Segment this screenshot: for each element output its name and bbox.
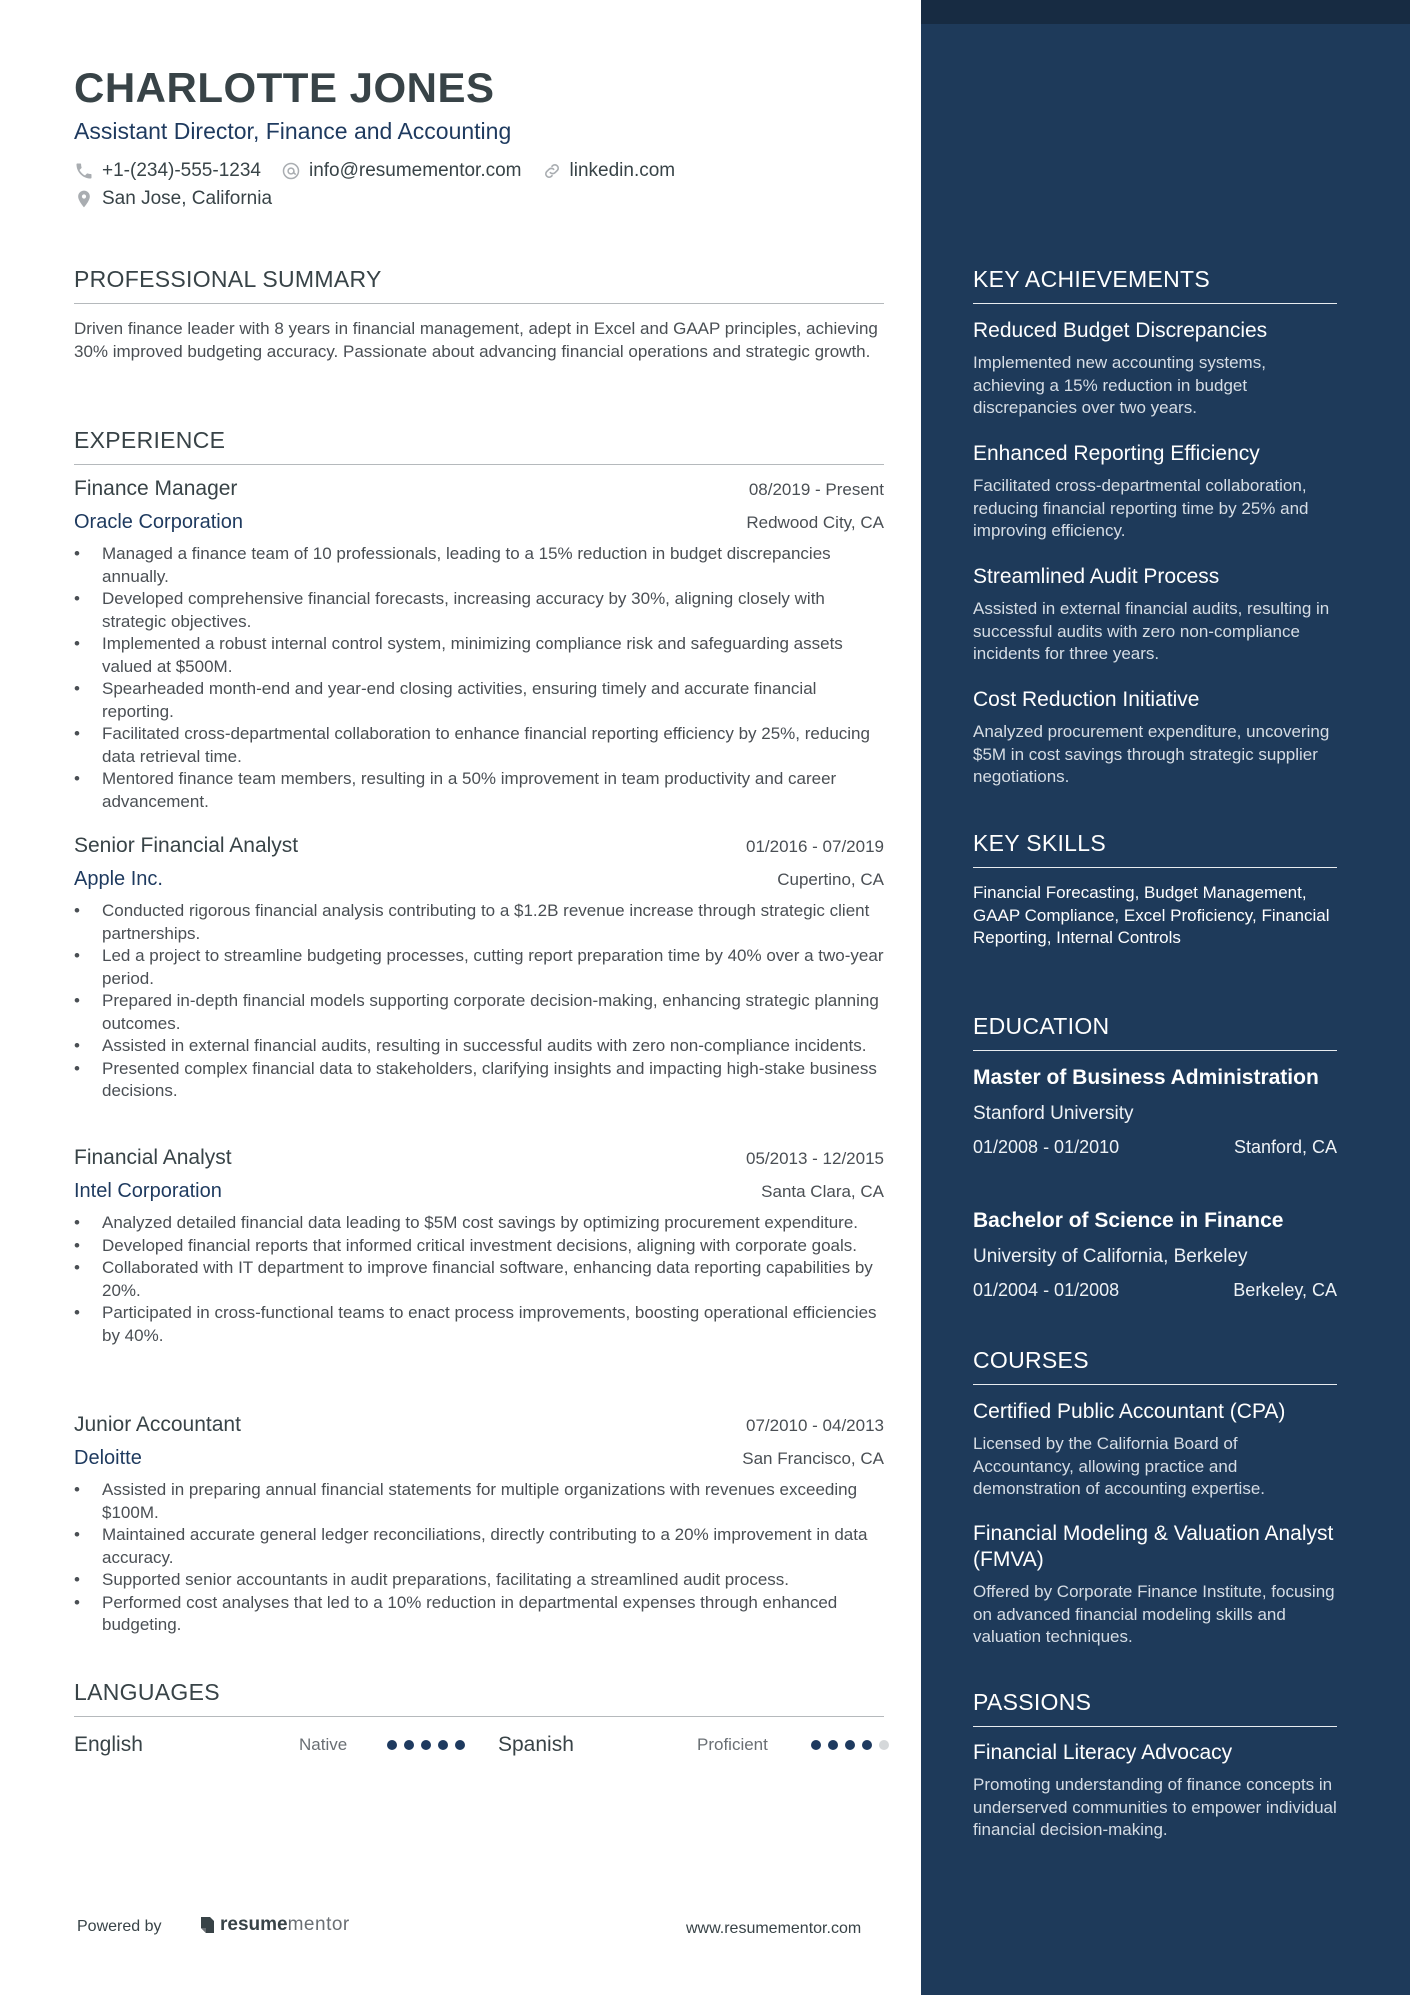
bullet: • Prepared in-depth financial models supporting corporate decision-making, enhancing strategic planning outcomes. [74,990,884,1035]
bullet: • Supported senior accountants in audit preparations, facilitating a streamlined audit process. [74,1569,884,1592]
achievement-item [973,564,1337,666]
bullet: • Analyzed detailed financial data leading to $5M cost savings by optimizing procurement expenditure. [74,1212,884,1235]
rating-dot-empty [879,1740,889,1750]
bullet: • Developed financial reports that informed critical investment decisions, aligning with corporate goals. [74,1235,884,1258]
course-desc: Licensed by the California Board of Accountancy, allowing practice and demonstration of accounting expertise. [973,1434,1266,1498]
rating-dot-filled [811,1740,821,1750]
job-entry [74,477,884,813]
job-bullets [74,1212,884,1347]
bullet: • Maintained accurate general ledger reconciliations, directly contributing to a 20% improvement in data accuracy. [74,1524,884,1569]
course-desc: Offered by Corporate Finance Institute, focusing on advanced financial modeling skills and valuation techniques. [973,1582,1335,1646]
education-meta-row [973,1280,1337,1301]
summary-title: PROFESSIONAL SUMMARY [74,266,884,304]
education-dates: 01/2008 - 01/2010 [973,1137,1120,1157]
course-item [973,1399,1337,1501]
bullet: • Led a project to streamline budgeting processes, cutting report preparation time by 40% over a two-year period. [74,945,884,990]
bullet: • Mentored finance team members, resulting in a 50% improvement in team productivity and career advancement. [74,768,884,813]
contact-row [74,160,695,182]
achievement-title: Cost Reduction Initiative [973,688,1200,711]
skills-title: KEY SKILLS [973,830,1337,868]
brand-light: mentor [287,1914,350,1935]
rating-dot-filled [862,1740,872,1750]
job-bullets [74,1479,884,1637]
achievement-title: Streamlined Audit Process [973,565,1220,588]
bullet: • Managed a finance team of 10 professionals, leading to a 15% reduction in budget discrepancies annually. [74,543,884,588]
summary-text: Driven finance leader with 8 years in financial management, adept in Excel and GAAP principles, achieving 30% improved budgeting accuracy. Passionate about advancing financial operations and strategic growth. [74,319,878,361]
job-title: Senior Financial Analyst [74,834,299,857]
location-contact [74,188,272,210]
job-company: Apple Inc. [74,868,163,890]
rating-dot-filled [421,1740,431,1750]
job-dates: 05/2013 - 12/2015 [745,1149,884,1168]
job-title: Finance Manager [74,477,238,500]
job-entry [74,834,884,1103]
rating-dot-filled [828,1740,838,1750]
bullet: • Assisted in preparing annual financial statements for multiple organizations with revenues exceeding $100M. [74,1479,884,1524]
achievement-item [973,318,1337,420]
location-pin-icon [74,189,94,209]
achievement-desc: Assisted in external financial audits, resulting in successful audits with zero non-compliance incidents for three years. [973,599,1330,663]
bullet: • Implemented a robust internal control system, minimizing compliance risk and safeguarding assets valued at $500M. [74,633,884,678]
footer-url[interactable]: www.resumementor.com [686,1920,862,1937]
bullet: • Presented complex financial data to stakeholders, clarifying insights and impacting high-stake business decisions. [74,1058,884,1103]
rating-dot-filled [404,1740,414,1750]
email-text[interactable]: info@resumementor.com [308,160,522,181]
education-degree: Master of Business Administration [973,1066,1319,1089]
job-entry [74,1413,884,1637]
education-location: Stanford, CA [1233,1137,1337,1157]
job-location: San Francisco, CA [742,1449,884,1468]
job-dates: 07/2010 - 04/2013 [745,1416,884,1435]
education-school: University of California, Berkeley [973,1246,1248,1267]
at-icon [281,161,301,181]
course-item [973,1521,1337,1649]
passion-desc: Promoting understanding of finance concepts in underserved communities to empower individual financial decision-making. [973,1775,1337,1839]
education-location: Berkeley, CA [1233,1280,1337,1300]
job-company: Oracle Corporation [74,511,243,533]
language-rating [387,1740,472,1750]
language-item [498,1730,574,1760]
job-location: Santa Clara, CA [761,1182,884,1201]
language-name: English [74,1733,143,1756]
education-school: Stanford University [973,1103,1134,1124]
achievement-title: Reduced Budget Discrepancies [973,319,1268,342]
education-item [973,1065,1337,1158]
job-entry [74,1146,884,1347]
language-rating [811,1740,896,1750]
bullet: • Conducted rigorous financial analysis contributing to a $1.2B revenue increase through strategic client partnerships. [74,900,884,945]
education-degree: Bachelor of Science in Finance [973,1209,1284,1232]
skills-block [973,882,1337,950]
job-company: Intel Corporation [74,1180,222,1202]
education-meta-row [973,1137,1337,1158]
language-level: Native [299,1735,348,1754]
bullet: • Spearheaded month-end and year-end closing activities, ensuring timely and accurate financial reporting. [74,678,884,723]
location-row [74,188,292,210]
education-school-row [973,1246,1337,1268]
job-title: Financial Analyst [74,1146,232,1169]
job-bullets [74,900,884,1103]
achievement-desc: Facilitated cross-departmental collaboration, reducing financial reporting time by 25% and improving efficiency. [973,476,1309,540]
course-title: Financial Modeling & Valuation Analyst (FMVA) [973,1522,1334,1571]
languages-title: LANGUAGES [74,1679,884,1717]
job-dates: 01/2016 - 07/2019 [745,837,884,856]
experience-title: EXPERIENCE [74,427,884,465]
job-location: Redwood City, CA [746,513,884,532]
achievement-desc: Implemented new accounting systems, achieving a 15% reduction in budget discrepancies over two years. [973,353,1266,417]
job-location: Cupertino, CA [777,870,884,889]
linkedin-text[interactable]: linkedin.com [569,160,676,181]
candidate-name: CHARLOTTE JONES [74,64,495,111]
language-level: Proficient [697,1735,768,1754]
bullet: • Collaborated with IT department to improve financial software, enhancing data reporting capabilities by 20%. [74,1257,884,1302]
bullet: • Assisted in external financial audits, resulting in successful audits with zero non-compliance incidents. [74,1035,884,1058]
achievements-title: KEY ACHIEVEMENTS [973,266,1337,304]
rating-dot-filled [387,1740,397,1750]
phone-text: +1-(234)-555-1234 [102,160,261,181]
sidebar-top-band [921,0,1410,24]
bullet: • Developed comprehensive financial forecasts, increasing accuracy by 30%, aligning closely with strategic objectives. [74,588,884,633]
education-dates: 01/2004 - 01/2008 [973,1280,1120,1300]
job-dates: 08/2019 - Present [748,480,884,499]
language-item [74,1730,143,1760]
linkedin-contact[interactable] [542,160,676,182]
phone-contact [74,160,261,182]
education-item [973,1208,1337,1301]
email-contact[interactable] [281,160,522,182]
rating-dot-filled [455,1740,465,1750]
course-title: Certified Public Accountant (CPA) [973,1400,1286,1423]
rating-dot-filled [845,1740,855,1750]
job-company: Deloitte [74,1447,142,1469]
achievement-desc: Analyzed procurement expenditure, uncovering $5M in cost savings through strategic supplier negotiations. [973,722,1330,786]
powered-by-label: Powered by [77,1918,162,1935]
language-name: Spanish [498,1733,574,1756]
skills-text: Financial Forecasting, Budget Management, GAAP Compliance, Excel Proficiency, Financial Reporting, Internal Controls [973,883,1330,947]
achievement-item [973,687,1337,789]
achievement-item [973,441,1337,543]
link-icon [542,161,562,181]
bullet: • Facilitated cross-departmental collaboration to enhance financial reporting efficiency by 25%, reducing data retrieval time. [74,723,884,768]
location-text: San Jose, California [102,188,273,209]
job-title: Junior Accountant [74,1413,241,1436]
bullet: • Participated in cross-functional teams to enact process improvements, boosting operational efficiencies by 40%. [74,1302,884,1347]
passion-title: Financial Literacy Advocacy [973,1741,1233,1764]
achievement-title: Enhanced Reporting Efficiency [973,442,1260,465]
sidebar [921,0,1410,1995]
education-title: EDUCATION [973,1013,1337,1051]
passion-item [973,1740,1337,1842]
brand-logo[interactable] [198,1914,350,1936]
resumementor-logo-icon [198,1915,216,1935]
languages-row [74,1730,884,1760]
education-school-row [973,1103,1337,1125]
courses-title: COURSES [973,1347,1337,1385]
phone-icon [74,161,94,181]
bullet: • Performed cost analyses that led to a 10% reduction in departmental expenses through enhanced budgeting. [74,1592,884,1637]
passions-title: PASSIONS [973,1689,1337,1727]
rating-dot-filled [438,1740,448,1750]
candidate-role: Assistant Director, Finance and Accounting [74,118,512,144]
brand-bold: resume [220,1914,288,1935]
job-bullets [74,543,884,813]
